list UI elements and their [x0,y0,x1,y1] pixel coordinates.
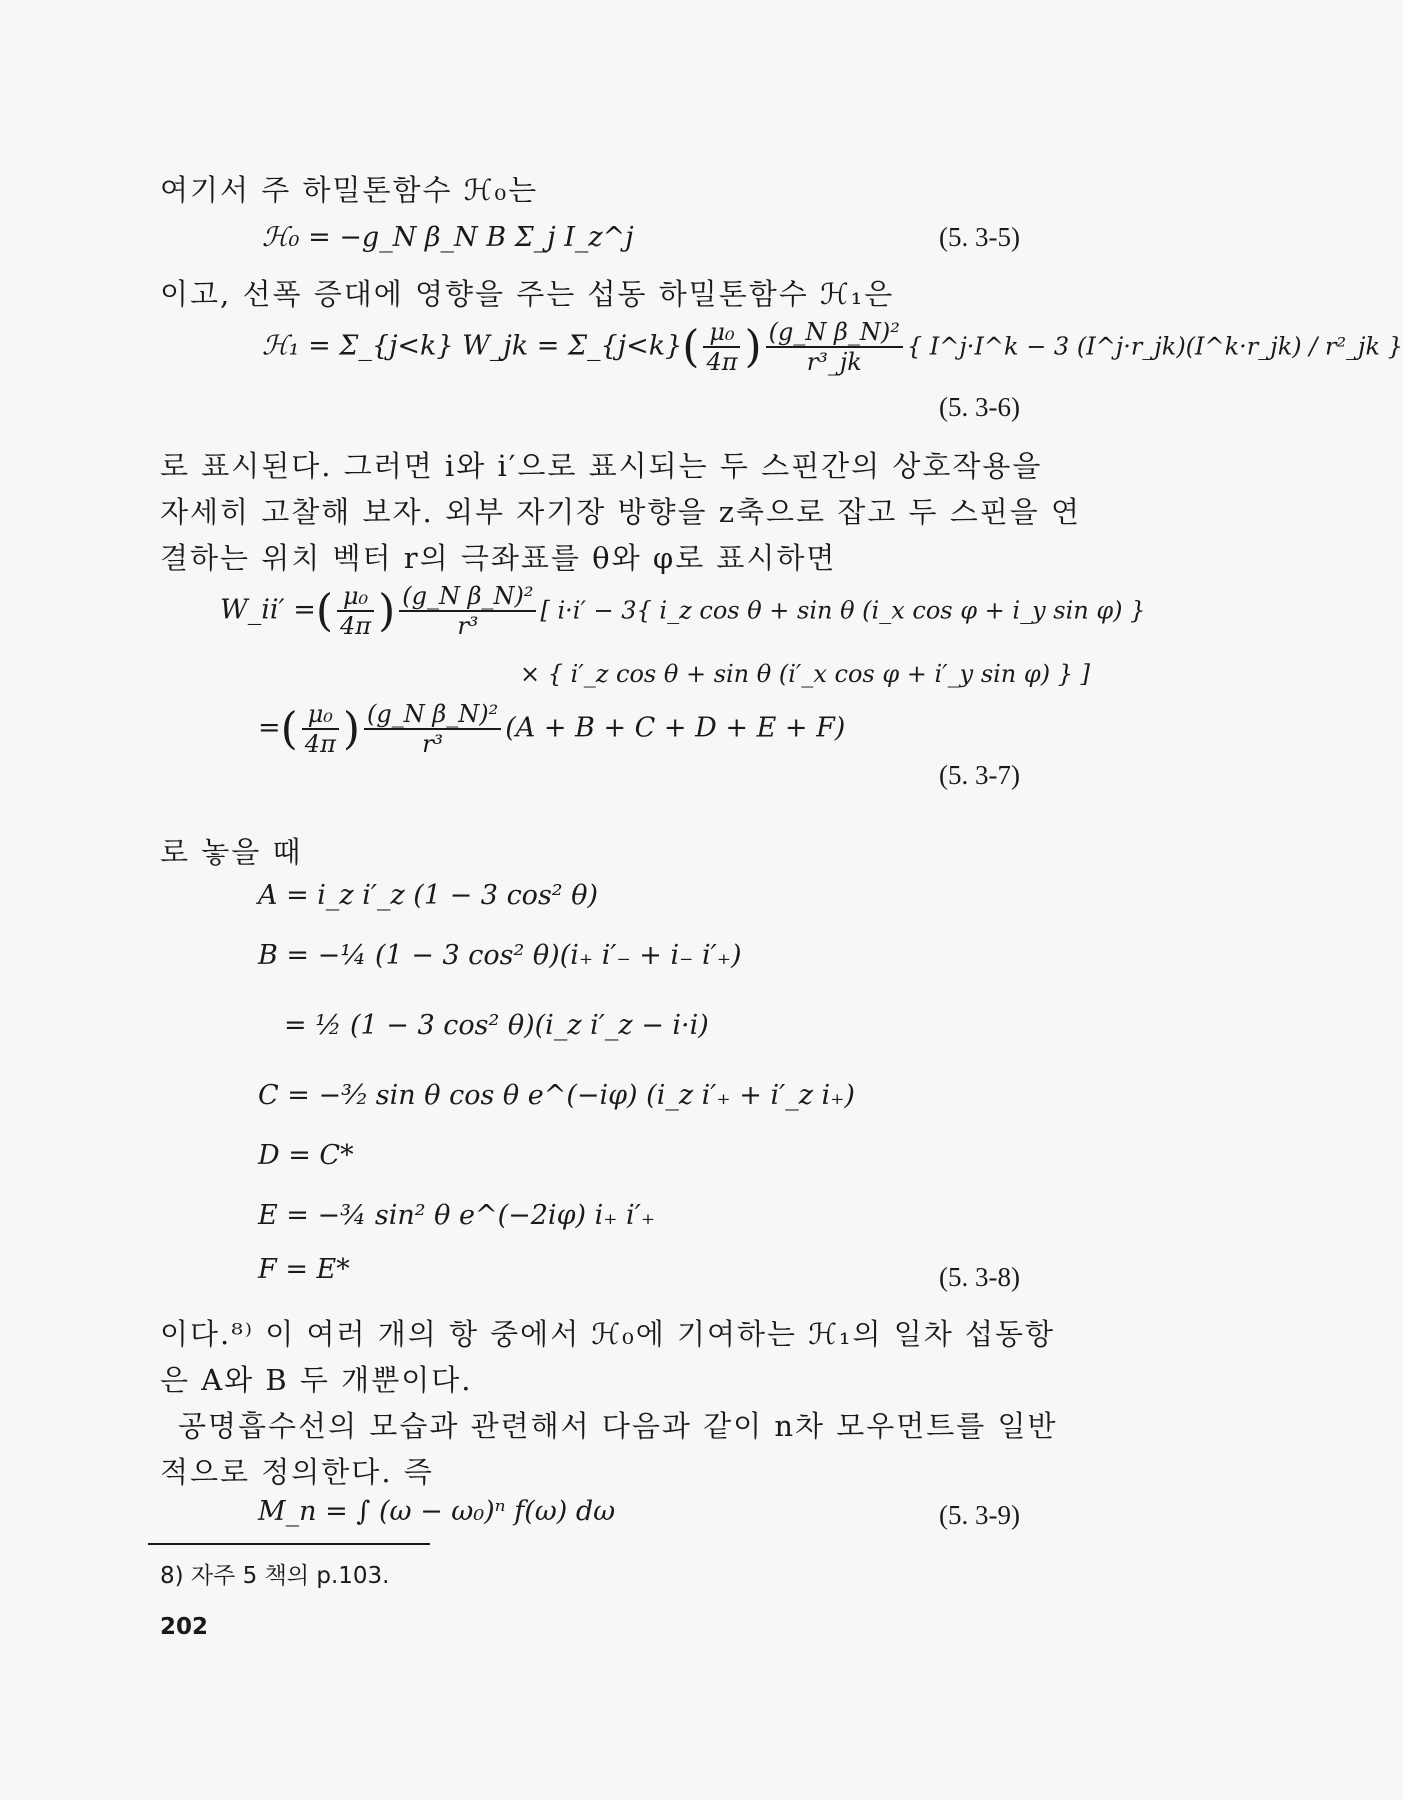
equation-number-5-3-6: (5. 3-6) [939,392,1020,422]
eq537-bracket: [ i·i′ − 3{ i_z cos θ + sin θ (i_x cos φ + i_y sin φ) } [540,596,1146,625]
eq536-rest: { I^j·I^k − 3 (I^j·r_jk)(I^k·r_jk) / r²_jk } [906,332,1403,361]
eq537b-frac-mu: $\frac{\text{μ₀}}{4\pi}$ [302,700,339,758]
equation-5-3-9: M_n = ∫ (ω − ω₀)ⁿ f(ω) dω [258,1496,616,1527]
text-line-9: 공명흡수선의 모습과 관련해서 다음과 같이 n차 모우먼트를 일반 [178,1409,1058,1443]
text-line-8: 은 A와 B 두 개뿐이다. [160,1363,473,1397]
page-number: 202 [160,1614,209,1640]
eq537-frac-mu: $\frac{\text{μ₀}}{4\pi}$ [337,582,374,640]
equation-5-3-7-line-2: × { i′_z cos θ + sin θ (i′_x cos φ + i′_y sin φ) } ] [520,660,1090,688]
eq536-lhs: ℋ₁ = Σ_{j<k} W_jk = Σ_{j<k} [262,330,683,362]
eq536-frac-mu: $\frac{\text{μ₀}}{4\pi}$ [703,318,740,376]
equation-5-3-5: ℋ₀ = −g_N β_N B Σ_j I_z^j [262,222,634,253]
text-line-1: 여기서 주 하밀톤함수 ℋ₀는 [160,173,539,207]
equation-A: A = i_z i′_z (1 − 3 cos² θ) [258,880,598,911]
equation-E: E = −¾ sin² θ e^(−2iφ) i₊ i′₊ [258,1200,656,1231]
equation-D: D = C* [258,1140,354,1171]
equation-number-5-3-9: (5. 3-9) [939,1500,1020,1530]
eq537-sum: (A + B + C + D + E + F) [505,712,846,744]
text-line-7: 이다.⁸⁾ 이 여러 개의 항 중에서 ℋ₀에 기여하는 ℋ₁의 일차 섭동항 [160,1317,1056,1351]
eq537-lhs: W_ii′ = [220,594,316,626]
text-line-10: 적으로 정의한다. 즉 [160,1455,434,1489]
equation-number-5-3-8: (5. 3-8) [939,1262,1020,1292]
text-line-2: 이고, 선폭 증대에 영향을 주는 섭동 하밀톤함수 ℋ₁은 [160,277,895,311]
text-line-5: 결하는 위치 벡터 r의 극좌표를 θ와 φ로 표시하면 [160,541,837,575]
text-line-4: 자세히 고찰해 보자. 외부 자기장 방향을 z축으로 잡고 두 스핀을 연 [160,495,1082,529]
equation-B-2: = ½ (1 − 3 cos² θ)(i_z i′_z − i·i) [284,1010,709,1041]
equation-5-3-6: ℋ₁ = Σ_{j<k} W_jk = Σ_{j<k}( $\frac{\text{μ₀}}{4\pi}$ ) $\frac{\text{(g\_N β\_N)²}}{\text{r³\_jk}}$ { I^j·I^k − 3 (I^j·r_jk)(I^k·r_jk) / r²_jk } [262,318,1403,376]
eq537-equals: = [258,712,281,744]
equation-number-5-3-5: (5. 3-5) [939,222,1020,252]
eq537b-frac-g: $\frac{\text{(g\_N β\_N)²}}{\text{r³}}$ [364,700,501,758]
eq536-frac-g: $\frac{\text{(g\_N β\_N)²}}{\text{r³\_jk}}$ [766,318,903,376]
text-line-6: 로 놓을 때 [160,835,303,869]
equation-F: F = E* [258,1254,350,1285]
eq537-frac-g: $\frac{\text{(g\_N β\_N)²}}{\text{r³}}$ [399,582,536,640]
footnote-rule [148,1543,430,1545]
text-line-3: 로 표시된다. 그러면 i와 i′으로 표시되는 두 스핀간의 상호작용을 [160,449,1043,483]
equation-5-3-7-line-1: W_ii′ =( $\frac{\text{μ₀}}{4\pi}$ ) $\frac{\text{(g\_N β\_N)²}}{\text{r³}}$ [ i·i′ − 3{ i_z cos θ + sin θ (i_x cos φ + i_y sin φ) } [220,582,1146,640]
equation-5-3-7-line-3: =( $\frac{\text{μ₀}}{4\pi}$ ) $\frac{\text{(g\_N β\_N)²}}{\text{r³}}$ (A + B + C + D + E + F) [258,700,846,758]
equation-C: C = −³⁄₂ sin θ cos θ e^(−iφ) (i_z i′₊ + i′_z i₊) [258,1080,855,1111]
equation-number-5-3-7: (5. 3-7) [939,760,1020,790]
footnote: 8) 자주 5 책의 p.103. [160,1563,390,1589]
equation-B-1: B = −¼ (1 − 3 cos² θ)(i₊ i′₋ + i₋ i′₊) [258,940,742,971]
